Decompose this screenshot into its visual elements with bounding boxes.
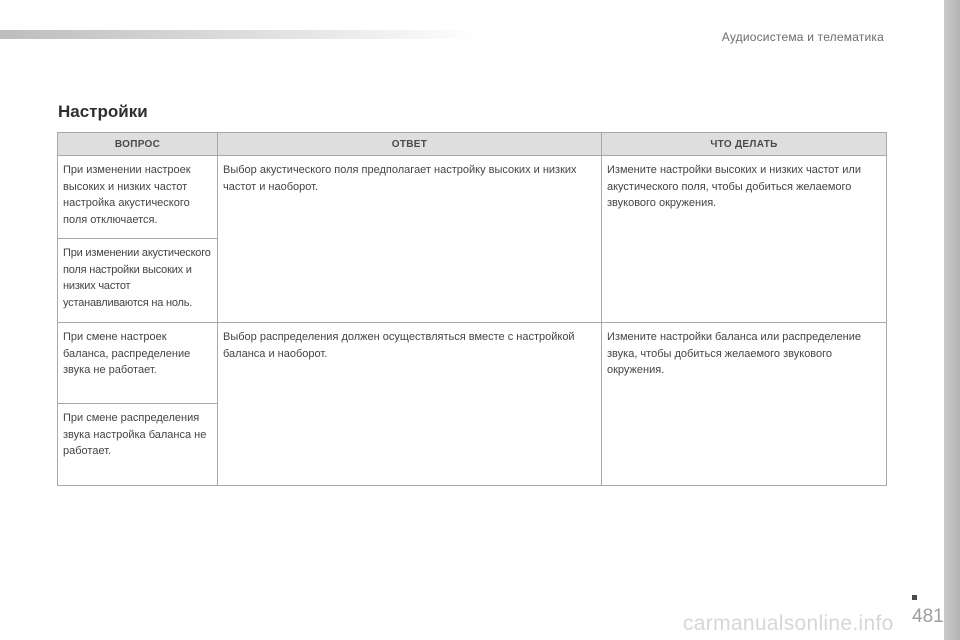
question-cell: При изменении акустического поля настройки высоких и низких частот устанавливаются на ноль.	[58, 239, 218, 323]
action-cell: Измените настройки высоких и низких частот или акустического поля, чтобы добиться желаемого звукового окружения.	[602, 156, 887, 323]
action-cell: Измените настройки баланса или распределение звука, чтобы добиться желаемого звукового окружения.	[602, 323, 887, 486]
column-header-question: ВОПРОС	[58, 133, 218, 156]
question-cell: При смене распределения звука настройка баланса не работает.	[58, 404, 218, 486]
faq-table	[57, 132, 887, 486]
question-cell: При смене настроек баланса, распределение звука не работает.	[58, 323, 218, 404]
side-decorative-bar	[944, 0, 960, 640]
answer-cell: Выбор акустического поля предполагает настройку высоких и низких частот и наоборот.	[218, 156, 602, 323]
watermark: carmanualsonline.info	[683, 612, 894, 635]
page-title: Настройки	[58, 102, 148, 121]
table-header-row	[58, 133, 887, 156]
question-cell: При изменении настроек высоких и низких частот настройка акустического поля отключается.	[58, 156, 218, 239]
column-header-action: ЧТО ДЕЛАТЬ	[602, 133, 887, 156]
page-number: 481	[912, 606, 944, 627]
column-header-answer: ОТВЕТ	[218, 133, 602, 156]
table-row	[58, 323, 887, 404]
top-decorative-bar	[0, 30, 480, 39]
section-header: Аудиосистема и телематика	[721, 30, 884, 44]
table-row	[58, 156, 887, 239]
page-marker-square	[912, 595, 917, 600]
answer-cell: Выбор распределения должен осуществляться вместе с настройкой баланса и наоборот.	[218, 323, 602, 486]
